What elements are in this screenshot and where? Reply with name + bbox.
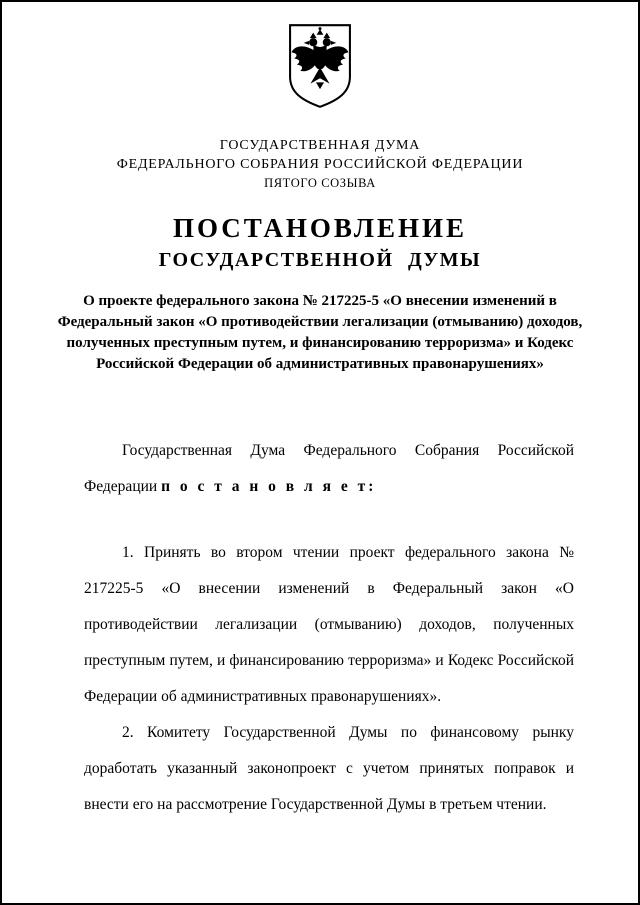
intro-text: Государственная Дума Федерального Собрания Российской Федерации xyxy=(84,442,574,495)
doc-body xyxy=(84,433,574,823)
resolution-item-2: 2. Комитету Государственной Думы по финансовому рынку доработать указанный законопроект с учетом принятых поправок и внести его на рассмотрение Государственной Думы в третьем чтении. xyxy=(84,724,574,813)
resolution-intro xyxy=(84,433,574,505)
doc-title-block xyxy=(2,213,638,275)
resolution-item-1: 1. Принять во втором чтении проект федерального закона № 217225-5 «О внесении изменений в Федеральный закон «О противодействии легализации (отмыванию) доходов, полученных преступным путем, и финансированию терроризма» и Кодекс Российской Федерации об административных правонарушениях». xyxy=(84,544,574,705)
doc-type-title: ПОСТАНОВЛЕНИЕ xyxy=(172,213,468,243)
org-name: ГОСУДАРСТВЕННАЯ ДУМА xyxy=(219,138,421,153)
coat-of-arms-icon xyxy=(286,20,354,112)
org-convocation: ПЯТОГО СОЗЫВА xyxy=(264,176,376,190)
doc-type-subtitle: ГОСУДАРСТВЕННОЙ ДУМЫ xyxy=(158,249,482,271)
intro-verb-spaced: п о с т а н о в л я е т: xyxy=(161,478,377,495)
letterhead xyxy=(2,136,638,193)
doc-subject: О проекте федерального закона № 217225-5 «О внесении изменений в Федеральный закон «О противодействии легализации (отмыванию) доходов, полученных преступным путем, и финансированию терроризма» и Кодекс Российской Федерации об административных правонарушениях» xyxy=(57,293,583,372)
org-parent: ФЕДЕРАЛЬНОГО СОБРАНИЯ РОССИЙСКОЙ ФЕДЕРАЦИИ xyxy=(116,157,524,172)
